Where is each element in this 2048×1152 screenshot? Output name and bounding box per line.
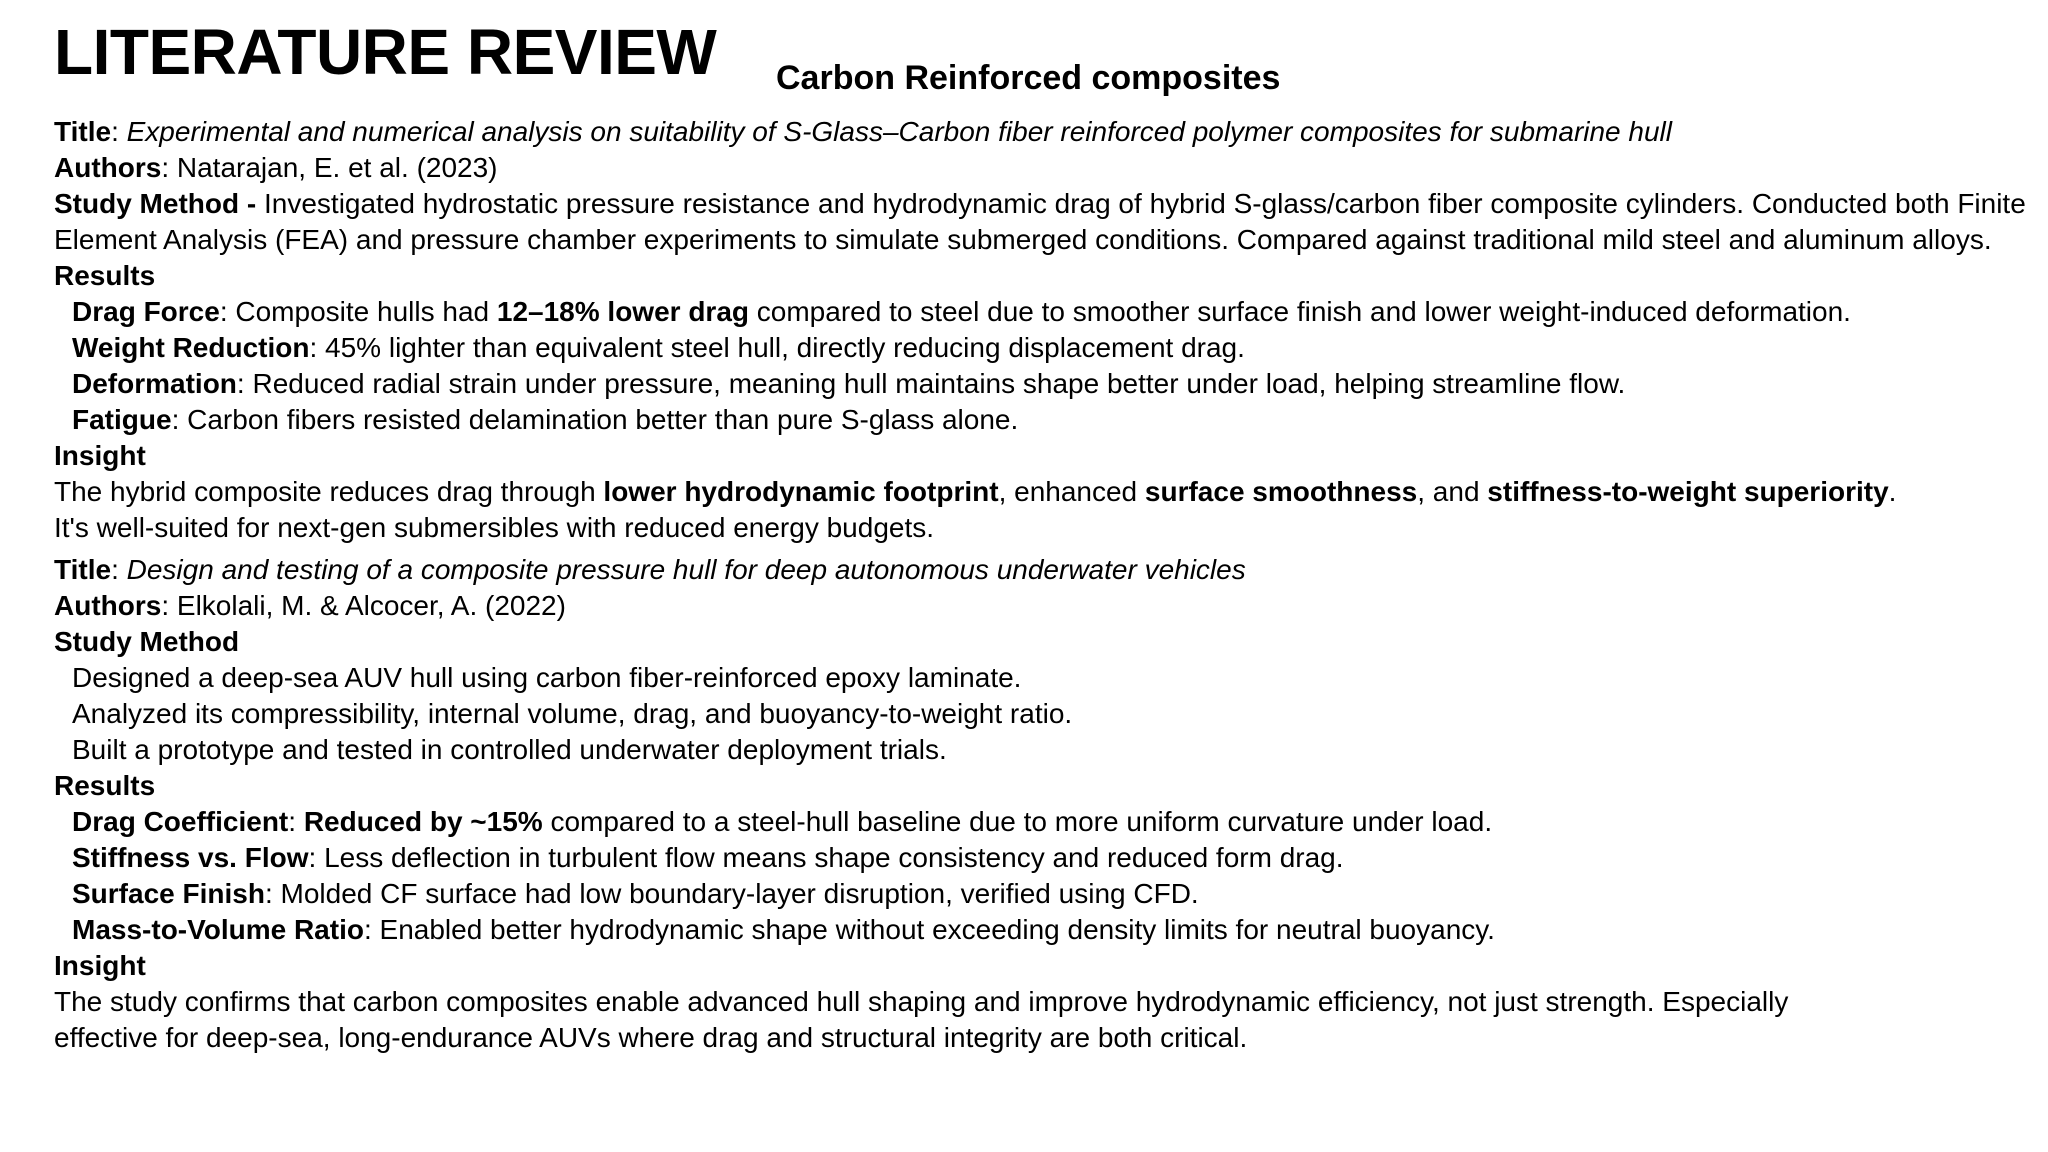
insight-heading: Insight bbox=[54, 950, 146, 981]
study-1-authors-line: Authors: Natarajan, E. et al. (2023) bbox=[54, 152, 498, 183]
study-2-authors-line: Authors: Elkolali, M. & Alcocer, A. (2022) bbox=[54, 590, 566, 621]
study-1-method-text: Investigated hydrostatic pressure resistance and hydrodynamic drag of hybrid S-glass/carbon fiber composite cylinders. Conducted both Finite Element Analysis (FEA) and pressure chamber experiments to simulate submerged conditions. Compared against traditional mild steel and aluminum alloys. bbox=[54, 188, 2026, 255]
study-1-authors: Natarajan, E. et al. (2023) bbox=[176, 152, 498, 183]
result-item: Deformation: Reduced radial strain under pressure, meaning hull maintains shape better under load, helping streamline flow. bbox=[72, 368, 1626, 399]
study-1-title: Experimental and numerical analysis on suitability of S-Glass–Carbon fiber reinforced polymer composites for submarine hull bbox=[126, 116, 1672, 147]
method-heading: Study Method bbox=[54, 626, 240, 657]
study-1-insight-line-1: The hybrid composite reduces drag through lower hydrodynamic footprint, enhanced surface smoothness, and stiffness-to-weight superiority. bbox=[54, 476, 1897, 507]
result-label: Stiffness vs. Flow bbox=[72, 842, 309, 873]
results-heading: Results bbox=[54, 770, 156, 801]
result-item: Surface Finish: Molded CF surface had low boundary-layer disruption, verified using CFD. bbox=[72, 878, 1199, 909]
study-2-authors: Elkolali, M. & Alcocer, A. (2022) bbox=[176, 590, 566, 621]
study-2-insight-line-1: The study confirms that carbon composites enable advanced hull shaping and improve hydrodynamic efficiency, not just strength. Especially bbox=[54, 986, 1789, 1017]
method-item: Designed a deep-sea AUV hull using carbon fiber-reinforced epoxy laminate. bbox=[72, 662, 1022, 693]
result-label: Drag Coefficient bbox=[72, 806, 289, 837]
result-label: Surface Finish bbox=[72, 878, 265, 909]
study-1 bbox=[54, 114, 2040, 546]
result-item: Fatigue: Carbon fibers resisted delamination better than pure S-glass alone. bbox=[72, 404, 1019, 435]
study-2-title-line: Title: Design and testing of a composite pressure hull for deep autonomous underwater vehicles bbox=[54, 554, 1246, 585]
title-label: Title bbox=[54, 116, 112, 147]
authors-label: Authors bbox=[54, 152, 162, 183]
study-1-insight-line-2: It's well-suited for next-gen submersibles with reduced energy budgets. bbox=[54, 512, 935, 543]
study-2-insight-line-2: effective for deep-sea, long-endurance AUVs where drag and structural integrity are both critical. bbox=[54, 1022, 1248, 1053]
study-1-method bbox=[54, 186, 2040, 258]
study-2-title: Design and testing of a composite pressure hull for deep autonomous underwater vehicles bbox=[126, 554, 1246, 585]
result-item: Drag Force: Composite hulls had 12–18% lower drag compared to steel due to smoother surface finish and lower weight-induced deformation. bbox=[72, 296, 1851, 327]
result-item: Drag Coefficient: Reduced by ~15% compared to a steel-hull baseline due to more uniform curvature under load. bbox=[72, 806, 1493, 837]
title-label: Title bbox=[54, 554, 112, 585]
slide-title: LITERATURE REVIEW bbox=[54, 16, 717, 88]
result-label: Drag Force bbox=[72, 296, 220, 327]
study-1-title-line: Title: Experimental and numerical analysis on suitability of S-Glass–Carbon fiber reinforced polymer composites for submarine hull bbox=[54, 116, 1672, 147]
result-label: Weight Reduction bbox=[72, 332, 310, 363]
result-label: Mass-to-Volume Ratio bbox=[72, 914, 364, 945]
insight-heading: Insight bbox=[54, 440, 146, 471]
method-label: Study Method - bbox=[54, 188, 257, 219]
authors-label: Authors bbox=[54, 590, 162, 621]
method-item: Analyzed its compressibility, internal volume, drag, and buoyancy-to-weight ratio. bbox=[72, 698, 1073, 729]
result-item: Stiffness vs. Flow: Less deflection in turbulent flow means shape consistency and reduced form drag. bbox=[72, 842, 1344, 873]
study-2 bbox=[54, 552, 2040, 1056]
result-item: Mass-to-Volume Ratio: Enabled better hydrodynamic shape without exceeding density limits for neutral buoyancy. bbox=[72, 914, 1495, 945]
slide-content bbox=[54, 114, 2040, 1056]
slide-subtitle: Carbon Reinforced composites bbox=[776, 59, 1281, 97]
result-label: Fatigue bbox=[72, 404, 172, 435]
result-item: Weight Reduction: 45% lighter than equivalent steel hull, directly reducing displacement drag. bbox=[72, 332, 1245, 363]
result-label: Deformation bbox=[72, 368, 237, 399]
method-item: Built a prototype and tested in controlled underwater deployment trials. bbox=[72, 734, 947, 765]
results-heading: Results bbox=[54, 260, 156, 291]
